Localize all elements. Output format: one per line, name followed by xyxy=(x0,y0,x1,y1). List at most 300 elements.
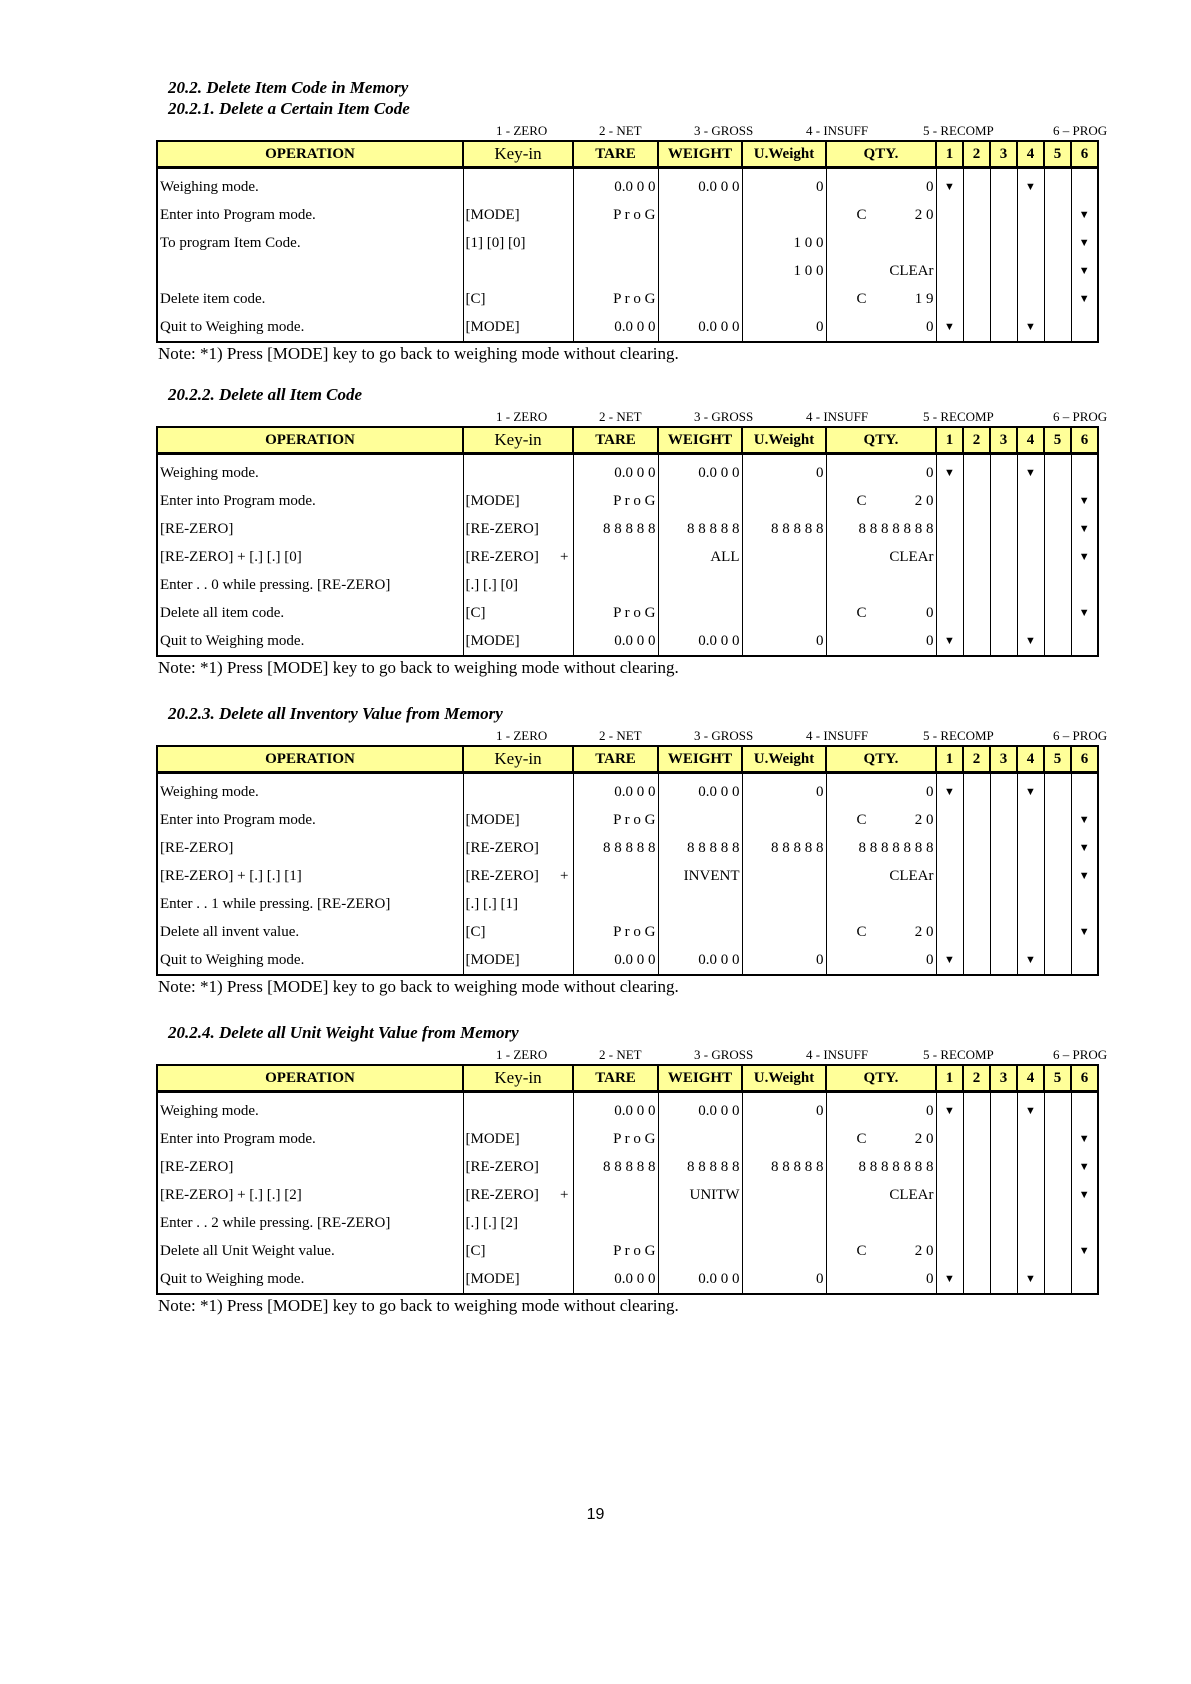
indicator-3-cell xyxy=(990,201,1017,229)
indicator-4-cell xyxy=(1017,1125,1044,1153)
column-header: 5 xyxy=(1044,141,1071,168)
legend-item: 1 - ZERO xyxy=(496,1047,548,1062)
legend-item: 3 - GROSS xyxy=(694,1047,754,1062)
tare-cell: 8 8 8 8 8 xyxy=(573,1153,658,1181)
table-row xyxy=(157,1125,1098,1153)
indicator-5-cell xyxy=(1044,599,1071,627)
tare-cell: P r o G xyxy=(573,599,658,627)
indicator-1-cell xyxy=(936,946,963,975)
indicator-5-cell xyxy=(1044,1125,1071,1153)
indicator-6-cell xyxy=(1071,806,1098,834)
indicator-6-cell xyxy=(1071,627,1098,656)
indicator-5-cell xyxy=(1044,285,1071,313)
tare-cell: 0.0 0 0 xyxy=(573,168,658,202)
indicator-5-cell xyxy=(1044,834,1071,862)
key-in-value: [RE-ZERO] xyxy=(465,1158,539,1175)
tare-cell: P r o G xyxy=(573,806,658,834)
qty-cell xyxy=(826,1237,936,1265)
indicator-4-cell xyxy=(1017,454,1044,488)
key-in-value: [.] [.] [1] xyxy=(465,895,518,912)
indicator-3-cell xyxy=(990,773,1017,807)
page-title: 20.2. Delete Item Code in Memory xyxy=(168,78,409,97)
qty-cell xyxy=(826,1092,936,1126)
unit-weight-cell: 1 0 0 xyxy=(742,229,826,257)
key-in-cell xyxy=(463,201,573,229)
key-in-value: [.] [.] [0] xyxy=(465,576,518,593)
table-row xyxy=(157,890,1098,918)
table-row xyxy=(157,285,1098,313)
column-header: 6 xyxy=(1071,1065,1098,1092)
operation-table xyxy=(156,426,1099,657)
indicator-2-cell xyxy=(963,313,990,342)
indicator-arrow-icon: ▼ xyxy=(1078,1189,1090,1201)
indicator-1-cell xyxy=(936,862,963,890)
unit-weight-cell: 8 8 8 8 8 xyxy=(742,515,826,543)
weight-cell: 0.0 0 0 xyxy=(658,946,742,975)
indicator-5-cell xyxy=(1044,1181,1071,1209)
key-in-cell xyxy=(463,890,573,918)
column-header: 2 xyxy=(963,141,990,168)
indicator-4-cell xyxy=(1017,599,1044,627)
operation-cell: [RE-ZERO] xyxy=(157,834,463,862)
legend-item: 4 - INSUFF xyxy=(806,728,869,743)
indicator-arrow-icon: ▼ xyxy=(944,467,955,479)
key-in-cell xyxy=(463,599,573,627)
table-row xyxy=(157,229,1098,257)
section-title: 20.2.2. Delete all Item Code xyxy=(168,385,363,404)
unit-weight-cell: 0 xyxy=(742,454,826,488)
qty-cell xyxy=(826,599,936,627)
unit-weight-cell: 8 8 8 8 8 xyxy=(742,1153,826,1181)
table-row xyxy=(157,834,1098,862)
indicator-3-cell xyxy=(990,1092,1017,1126)
table-row xyxy=(157,168,1098,202)
indicator-2-cell xyxy=(963,862,990,890)
indicator-4-cell xyxy=(1017,285,1044,313)
indicator-arrow-icon: ▼ xyxy=(944,321,955,333)
column-header: OPERATION xyxy=(157,427,463,454)
key-in-value: [MODE] xyxy=(465,632,520,649)
weight-cell xyxy=(658,229,742,257)
qty-value: 8 8 8 8 8 8 8 xyxy=(858,839,934,856)
key-plus: + xyxy=(560,549,569,565)
indicator-1-cell xyxy=(936,1265,963,1294)
table-row xyxy=(157,543,1098,571)
indicator-arrow-icon: ▼ xyxy=(1078,495,1090,507)
indicator-6-cell xyxy=(1071,918,1098,946)
indicator-3-cell xyxy=(990,1181,1017,1209)
qty-value: 0 xyxy=(926,632,934,649)
tare-cell xyxy=(573,229,658,257)
weight-cell xyxy=(658,1209,742,1237)
qty-value: 0 xyxy=(926,604,934,621)
indicator-arrow-icon: ▼ xyxy=(1078,1161,1090,1173)
unit-weight-cell xyxy=(742,285,826,313)
operation-cell: To program Item Code. xyxy=(157,229,463,257)
indicator-5-cell xyxy=(1044,862,1071,890)
unit-weight-cell xyxy=(742,1209,826,1237)
tare-cell: P r o G xyxy=(573,1125,658,1153)
indicator-6-cell xyxy=(1071,599,1098,627)
qty-value: CLEAr xyxy=(889,867,934,884)
operation-cell: Delete all Unit Weight value. xyxy=(157,1237,463,1265)
key-in-cell xyxy=(463,1125,573,1153)
key-in-cell xyxy=(463,834,573,862)
qty-cell xyxy=(826,890,936,918)
key-in-value: [MODE] xyxy=(465,492,520,509)
indicator-6-cell xyxy=(1071,890,1098,918)
operation-cell: Weighing mode. xyxy=(157,454,463,488)
key-in-value: [MODE] xyxy=(465,811,520,828)
column-header: 3 xyxy=(990,141,1017,168)
operation-cell: Weighing mode. xyxy=(157,773,463,807)
key-in-value: [C] xyxy=(465,604,486,621)
weight-cell: 0.0 0 0 xyxy=(658,1092,742,1126)
indicator-1-cell xyxy=(936,571,963,599)
legend-item: 5 - RECOMP xyxy=(923,728,994,743)
table-row xyxy=(157,313,1098,342)
table-row xyxy=(157,487,1098,515)
indicator-3-cell xyxy=(990,257,1017,285)
indicator-1-cell xyxy=(936,285,963,313)
indicator-1-cell xyxy=(936,627,963,656)
operation-cell: [RE-ZERO] + [.] [.] [1] xyxy=(157,862,463,890)
unit-weight-cell xyxy=(742,806,826,834)
indicator-2-cell xyxy=(963,946,990,975)
column-header: QTY. xyxy=(826,1065,936,1092)
indicator-4-cell xyxy=(1017,201,1044,229)
indicator-arrow-icon: ▼ xyxy=(1078,870,1090,882)
unit-weight-cell xyxy=(742,1237,826,1265)
unit-weight-cell: 0 xyxy=(742,1092,826,1126)
column-header: 6 xyxy=(1071,746,1098,773)
column-header: Key-in xyxy=(463,746,573,773)
indicator-2-cell xyxy=(963,487,990,515)
indicator-4-cell xyxy=(1017,229,1044,257)
qty-cell xyxy=(826,571,936,599)
key-in-value: [RE-ZERO] xyxy=(465,548,539,565)
tare-cell xyxy=(573,543,658,571)
indicator-3-cell xyxy=(990,627,1017,656)
key-in-value: [RE-ZERO] xyxy=(465,839,539,856)
indicator-6-cell xyxy=(1071,773,1098,807)
key-plus: + xyxy=(560,1187,569,1203)
unit-weight-cell: 0 xyxy=(742,168,826,202)
legend-item: 3 - GROSS xyxy=(694,123,754,138)
weight-cell xyxy=(658,1237,742,1265)
key-in-value: [MODE] xyxy=(465,1130,520,1147)
tare-cell xyxy=(573,1209,658,1237)
indicator-4-cell xyxy=(1017,1092,1044,1126)
weight-cell: 0.0 0 0 xyxy=(658,627,742,656)
legend-item: 4 - INSUFF xyxy=(806,1047,869,1062)
tare-cell xyxy=(573,890,658,918)
operation-cell: Enter into Program mode. xyxy=(157,1125,463,1153)
indicator-3-cell xyxy=(990,862,1017,890)
qty-cell xyxy=(826,946,936,975)
indicator-6-cell xyxy=(1071,201,1098,229)
indicator-3-cell xyxy=(990,515,1017,543)
indicator-4-cell xyxy=(1017,890,1044,918)
indicator-2-cell xyxy=(963,1125,990,1153)
column-header: U.Weight xyxy=(742,1065,826,1092)
indicator-1-cell xyxy=(936,1092,963,1126)
column-header: TARE xyxy=(573,141,658,168)
indicator-4-cell xyxy=(1017,313,1044,342)
key-in-cell xyxy=(463,806,573,834)
qty-value: 2 0 xyxy=(914,206,934,223)
indicator-arrow-icon: ▼ xyxy=(1078,237,1090,249)
indicator-6-cell xyxy=(1071,168,1098,202)
indicator-2-cell xyxy=(963,1181,990,1209)
key-in-cell xyxy=(463,168,573,202)
indicator-3-cell xyxy=(990,313,1017,342)
indicator-3-cell xyxy=(990,454,1017,488)
indicator-1-cell xyxy=(936,1125,963,1153)
key-in-cell xyxy=(463,862,573,890)
indicator-5-cell xyxy=(1044,918,1071,946)
indicator-5-cell xyxy=(1044,1092,1071,1126)
operation-cell: Quit to Weighing mode. xyxy=(157,313,463,342)
table-row xyxy=(157,946,1098,975)
qty-cell xyxy=(826,168,936,202)
unit-weight-cell: 0 xyxy=(742,1265,826,1294)
qty-value: 0 xyxy=(926,1102,934,1119)
indicator-1-cell xyxy=(936,454,963,488)
column-header: WEIGHT xyxy=(658,746,742,773)
indicator-5-cell xyxy=(1044,487,1071,515)
operation-cell: Delete item code. xyxy=(157,285,463,313)
key-in-cell xyxy=(463,1181,573,1209)
indicator-legend xyxy=(158,1044,1133,1064)
operation-cell: Weighing mode. xyxy=(157,168,463,202)
tare-cell: 0.0 0 0 xyxy=(573,1265,658,1294)
indicator-arrow-icon: ▼ xyxy=(1078,551,1090,563)
key-in-value: [RE-ZERO] xyxy=(465,867,539,884)
column-header: 2 xyxy=(963,427,990,454)
column-header: QTY. xyxy=(826,746,936,773)
weight-cell: 0.0 0 0 xyxy=(658,313,742,342)
indicator-5-cell xyxy=(1044,229,1071,257)
qty-cell xyxy=(826,1209,936,1237)
indicator-6-cell xyxy=(1071,313,1098,342)
indicator-2-cell xyxy=(963,285,990,313)
indicator-1-cell xyxy=(936,257,963,285)
indicator-arrow-icon: ▼ xyxy=(944,954,955,966)
section-4 xyxy=(158,1022,1133,1317)
indicator-6-cell xyxy=(1071,1125,1098,1153)
indicator-4-cell xyxy=(1017,571,1044,599)
key-in-cell xyxy=(463,1237,573,1265)
weight-cell xyxy=(658,285,742,313)
unit-weight-cell: 8 8 8 8 8 xyxy=(742,834,826,862)
indicator-4-cell xyxy=(1017,806,1044,834)
legend-item: 6 – PROG xyxy=(1053,123,1108,138)
key-in-value: [MODE] xyxy=(465,951,520,968)
indicator-2-cell xyxy=(963,571,990,599)
tare-cell: P r o G xyxy=(573,1237,658,1265)
key-in-cell xyxy=(463,1092,573,1126)
qty-cell xyxy=(826,1125,936,1153)
table-row xyxy=(157,1265,1098,1294)
qty-cell xyxy=(826,285,936,313)
indicator-arrow-icon: ▼ xyxy=(1078,1245,1090,1257)
indicator-arrow-icon: ▼ xyxy=(944,181,955,193)
weight-cell: 0.0 0 0 xyxy=(658,773,742,807)
indicator-3-cell xyxy=(990,946,1017,975)
indicator-1-cell xyxy=(936,1153,963,1181)
operation-cell xyxy=(157,257,463,285)
table-header xyxy=(157,1065,1098,1092)
indicator-6-cell xyxy=(1071,834,1098,862)
indicator-4-cell xyxy=(1017,1265,1044,1294)
weight-cell: 0.0 0 0 xyxy=(658,454,742,488)
unit-weight-cell: 0 xyxy=(742,313,826,342)
indicator-2-cell xyxy=(963,229,990,257)
column-header: 5 xyxy=(1044,746,1071,773)
column-header: 5 xyxy=(1044,1065,1071,1092)
qty-cell xyxy=(826,515,936,543)
indicator-3-cell xyxy=(990,543,1017,571)
indicator-3-cell xyxy=(990,918,1017,946)
operation-cell: Quit to Weighing mode. xyxy=(157,946,463,975)
key-in-cell xyxy=(463,543,573,571)
legend-item: 3 - GROSS xyxy=(694,728,754,743)
column-header: 2 xyxy=(963,1065,990,1092)
indicator-1-cell xyxy=(936,313,963,342)
indicator-6-cell xyxy=(1071,285,1098,313)
indicator-arrow-icon: ▼ xyxy=(1025,954,1036,966)
unit-weight-cell xyxy=(742,571,826,599)
column-header: OPERATION xyxy=(157,746,463,773)
qty-cell xyxy=(826,313,936,342)
weight-cell: UNITW xyxy=(658,1181,742,1209)
qty-prefix: C xyxy=(856,1242,867,1259)
operation-cell: [RE-ZERO] xyxy=(157,1153,463,1181)
indicator-1-cell xyxy=(936,834,963,862)
indicator-arrow-icon: ▼ xyxy=(944,786,955,798)
indicator-arrow-icon: ▼ xyxy=(1078,1133,1090,1145)
qty-cell xyxy=(826,627,936,656)
column-header: 3 xyxy=(990,1065,1017,1092)
operation-cell: [RE-ZERO] + [.] [.] [0] xyxy=(157,543,463,571)
column-header: WEIGHT xyxy=(658,141,742,168)
qty-value: 0 xyxy=(926,178,934,195)
legend-item: 2 - NET xyxy=(599,409,642,424)
indicator-3-cell xyxy=(990,229,1017,257)
indicator-2-cell xyxy=(963,806,990,834)
legend-item: 4 - INSUFF xyxy=(806,409,869,424)
indicator-5-cell xyxy=(1044,1265,1071,1294)
indicator-3-cell xyxy=(990,1209,1017,1237)
column-header: U.Weight xyxy=(742,427,826,454)
indicator-2-cell xyxy=(963,1209,990,1237)
indicator-arrow-icon: ▼ xyxy=(1078,523,1090,535)
column-header: 1 xyxy=(936,141,963,168)
tare-cell: P r o G xyxy=(573,285,658,313)
operation-table xyxy=(156,1064,1099,1295)
indicator-4-cell xyxy=(1017,487,1044,515)
indicator-3-cell xyxy=(990,1153,1017,1181)
operation-table xyxy=(156,140,1099,343)
table-row xyxy=(157,1237,1098,1265)
indicator-5-cell xyxy=(1044,890,1071,918)
qty-value: 8 8 8 8 8 8 8 xyxy=(858,520,934,537)
qty-value: CLEAr xyxy=(889,548,934,565)
qty-value: 0 xyxy=(926,951,934,968)
qty-prefix: C xyxy=(856,492,867,509)
section-note: Note: *1) Press [MODE] key to go back to weighing mode without clearing. xyxy=(158,1296,679,1315)
section-title: 20.2.4. Delete all Unit Weight Value from Memory xyxy=(168,1023,519,1042)
indicator-2-cell xyxy=(963,1237,990,1265)
column-header: 4 xyxy=(1017,1065,1044,1092)
indicator-5-cell xyxy=(1044,1153,1071,1181)
indicator-2-cell xyxy=(963,773,990,807)
key-in-cell xyxy=(463,285,573,313)
legend-item: 3 - GROSS xyxy=(694,409,754,424)
indicator-6-cell xyxy=(1071,515,1098,543)
indicator-4-cell xyxy=(1017,515,1044,543)
table-row xyxy=(157,627,1098,656)
column-header: 6 xyxy=(1071,141,1098,168)
operation-cell: [RE-ZERO] + [.] [.] [2] xyxy=(157,1181,463,1209)
indicator-1-cell xyxy=(936,806,963,834)
column-header: 2 xyxy=(963,746,990,773)
indicator-6-cell xyxy=(1071,1092,1098,1126)
column-header: U.Weight xyxy=(742,141,826,168)
column-header: OPERATION xyxy=(157,1065,463,1092)
column-header: QTY. xyxy=(826,141,936,168)
operation-cell: Enter into Program mode. xyxy=(157,201,463,229)
table-row xyxy=(157,515,1098,543)
tare-cell: P r o G xyxy=(573,487,658,515)
qty-cell xyxy=(826,487,936,515)
weight-cell: INVENT xyxy=(658,862,742,890)
indicator-1-cell xyxy=(936,773,963,807)
qty-cell xyxy=(826,806,936,834)
indicator-2-cell xyxy=(963,515,990,543)
weight-cell xyxy=(658,257,742,285)
tare-cell: 0.0 0 0 xyxy=(573,313,658,342)
qty-value: 1 9 xyxy=(914,290,934,307)
qty-value: CLEAr xyxy=(889,262,934,279)
indicator-1-cell xyxy=(936,890,963,918)
weight-cell: 0.0 0 0 xyxy=(658,168,742,202)
operation-cell: Delete all item code. xyxy=(157,599,463,627)
weight-cell: 8 8 8 8 8 xyxy=(658,515,742,543)
indicator-3-cell xyxy=(990,890,1017,918)
table-row xyxy=(157,201,1098,229)
indicator-4-cell xyxy=(1017,168,1044,202)
indicator-5-cell xyxy=(1044,168,1071,202)
key-in-value: [C] xyxy=(465,1242,486,1259)
indicator-4-cell xyxy=(1017,946,1044,975)
column-header: TARE xyxy=(573,746,658,773)
indicator-4-cell xyxy=(1017,773,1044,807)
indicator-2-cell xyxy=(963,1092,990,1126)
indicator-4-cell xyxy=(1017,862,1044,890)
key-in-value: [C] xyxy=(465,290,486,307)
indicator-6-cell xyxy=(1071,1237,1098,1265)
key-in-cell xyxy=(463,1209,573,1237)
indicator-2-cell xyxy=(963,543,990,571)
indicator-3-cell xyxy=(990,487,1017,515)
indicator-arrow-icon: ▼ xyxy=(1025,1105,1036,1117)
indicator-2-cell xyxy=(963,168,990,202)
section-1 xyxy=(158,98,1133,365)
key-in-value: [1] [0] [0] xyxy=(465,234,526,251)
key-in-value: [MODE] xyxy=(465,1270,520,1287)
